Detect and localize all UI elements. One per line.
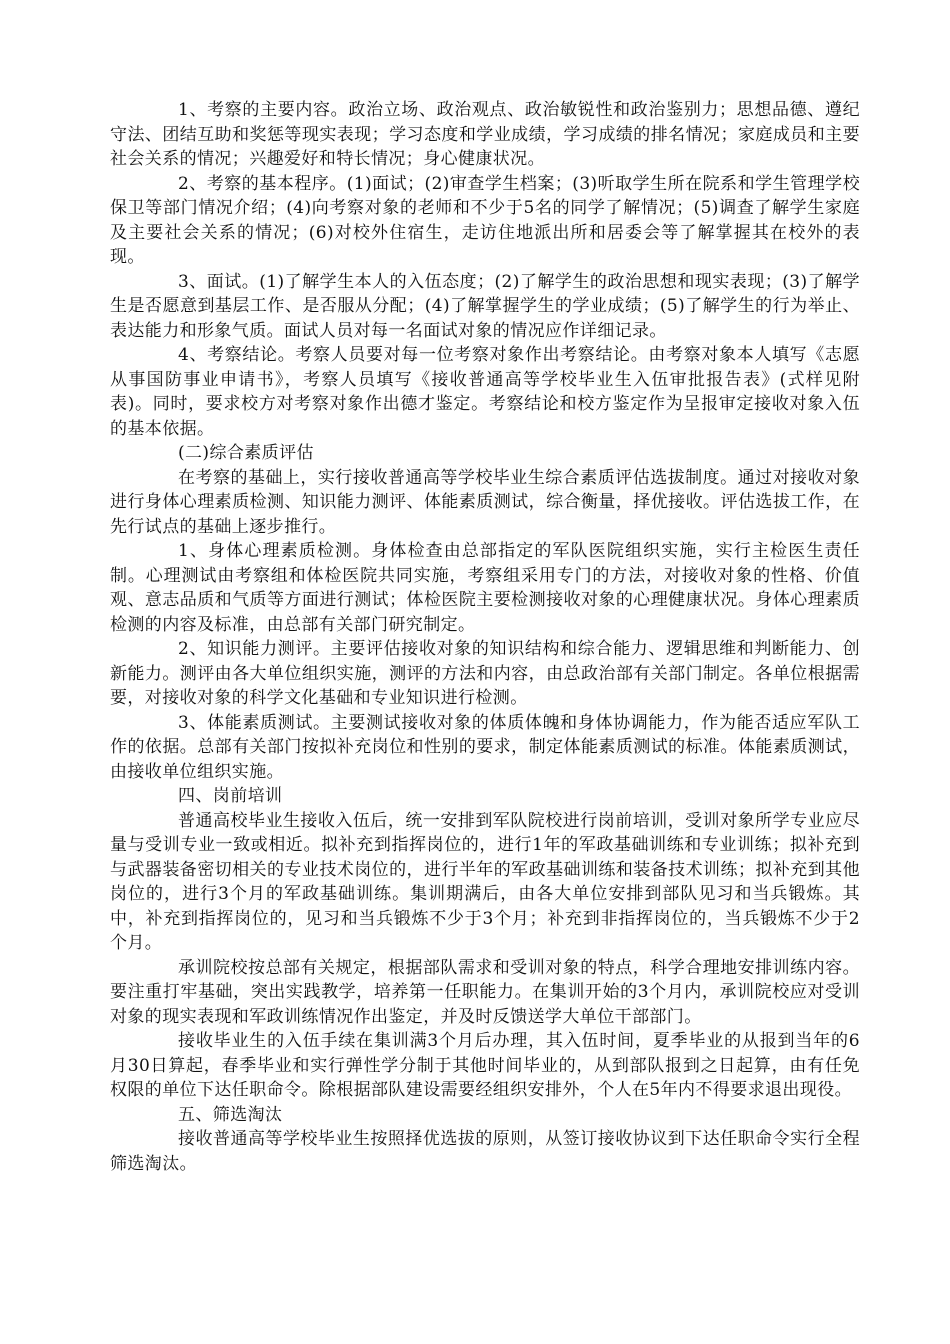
- paragraph-inspection-conclusion: 4、考察结论。考察人员要对每一位考察对象作出考察结论。由考察对象本人填写《志愿从事国防事业申请书》，考察人员填写《接收普通高等学校毕业生入伍审批报告表》(式样见附表)。同时，要求校方对考察对象作出德才鉴定。考察结论和校方鉴定作为呈报审定接收对象入伍的基本依据。: [110, 345, 860, 439]
- section-heading-screening: 五、筛选淘汰: [178, 1104, 283, 1125]
- paragraph-inspection-procedure: 2、考察的基本程序。(1)面试；(2)审查学生档案；(3)听取学生所在院系和学生管理学校保卫等部门情况介绍；(4)向考察对象的老师和不少于5名的同学了解情况；(5)调查了解学生家庭及主要社会关系的情况；(6)对校外住宿生，走访住地派出所和居委会等了解掌握其在校外的表现。: [110, 173, 860, 267]
- paragraph-knowledge-ability: 2、知识能力测评。主要评估接收对象的知识结构和综合能力、逻辑思维和判断能力、创新能力。测评由各大单位组织实施，测评的方法和内容，由总政治部有关部门制定。各单位根据需要，对接收对象的科学文化基础和专业知识进行检测。: [110, 639, 860, 708]
- paragraph-enlistment-procedure: 接收毕业生的入伍手续在集训满3个月后办理，其入伍时间，夏季毕业的从报到当年的6月30日算起，春季毕业和实行弹性学分制于其他时间毕业的，从到部队报到之日起算，由有任免权限的单位下达任职命令。除根据部队建设需要经组织安排外，个人在5年内不得要求退出现役。: [110, 1031, 860, 1100]
- paragraph-screening: 接收普通高等学校毕业生按照择优选拔的原则，从签订接收协议到下达任职命令实行全程筛选淘汰。: [110, 1129, 860, 1174]
- paragraph-fitness-test: 3、体能素质测试。主要测试接收对象的体质体魄和身体协调能力，作为能否适应军队工作的依据。总部有关部门按拟补充岗位和性别的要求，制定体能素质测试的标准。体能素质测试，由接收单位组织实施。: [110, 712, 860, 782]
- paragraph-inspection-content: 1、考察的主要内容。政治立场、政治观点、政治敏锐性和政治鉴别力；思想品德、遵纪守法、团结互助和奖惩等现实表现；学习态度和学业成绩，学习成绩的排名情况；家庭成员和主要社会关系的情况；兴趣爱好和特长情况；身心健康状况。: [110, 100, 860, 169]
- paragraph-evaluation-intro: 在考察的基础上，实行接收普通高等学校毕业生综合素质评估选拔制度。通过对接收对象进行身体心理素质检测、知识能力测评、体能素质测试，综合衡量，择优接收。评估选拔工作，在先行试点的基础上逐步推行。: [110, 467, 860, 537]
- paragraph-physical-psych-test: 1、身体心理素质检测。身体检查由总部指定的军队医院组织实施，实行主检医生责任制。心理测试由考察组和体检医院共同实施，考察组采用专门的方法，对接收对象的性格、价值观、意志品质和气质等方面进行测试；体检医院主要检测接收对象的心理健康状况。身体心理素质检测的内容及标准，由总部有关部门研究制定。: [110, 541, 860, 635]
- paragraph-training-institutions: 承训院校按总部有关规定，根据部队需求和受训对象的特点，科学合理地安排训练内容。要注重打牢基础，突出实践教学，培养第一任职能力。在集训开始的3个月内，承训院校应对受训对象的现实表现和军政训练情况作出鉴定，并及时反馈送学大单位干部部门。: [110, 957, 860, 1027]
- section-heading-pre-job-training: 四、岗前培训: [178, 786, 283, 806]
- paragraph-training-arrangement: 普通高校毕业生接收入伍后，统一安排到军队院校进行岗前培训，受训对象所学专业应尽量与受训专业一致或相近。拟补充到指挥岗位的，进行1年的军政基础训练和专业训练；拟补充到与武器装备密切相关的专业技术岗位的，进行半年的军政基础训练和装备技术训练；拟补充到其他岗位的，进行3个月的军政基础训练。集训期满后，由各大单位安排到部队见习和当兵锻炼。其中，补充到指挥岗位的，见习和当兵锻炼不少于3个月；补充到非指挥岗位的，当兵锻炼不少于2个月。: [110, 810, 860, 953]
- paragraph-interview: 3、面试。(1)了解学生本人的入伍态度；(2)了解学生的政治思想和现实表现；(3)了解学生是否愿意到基层工作、是否服从分配；(4)了解掌握学生的学业成绩；(5)了解学生的行为举止、表达能力和形象气质。面试人员对每一名面试对象的情况应作详细记录。: [110, 271, 860, 341]
- section-heading-comprehensive-evaluation: (二)综合素质评估: [178, 443, 314, 463]
